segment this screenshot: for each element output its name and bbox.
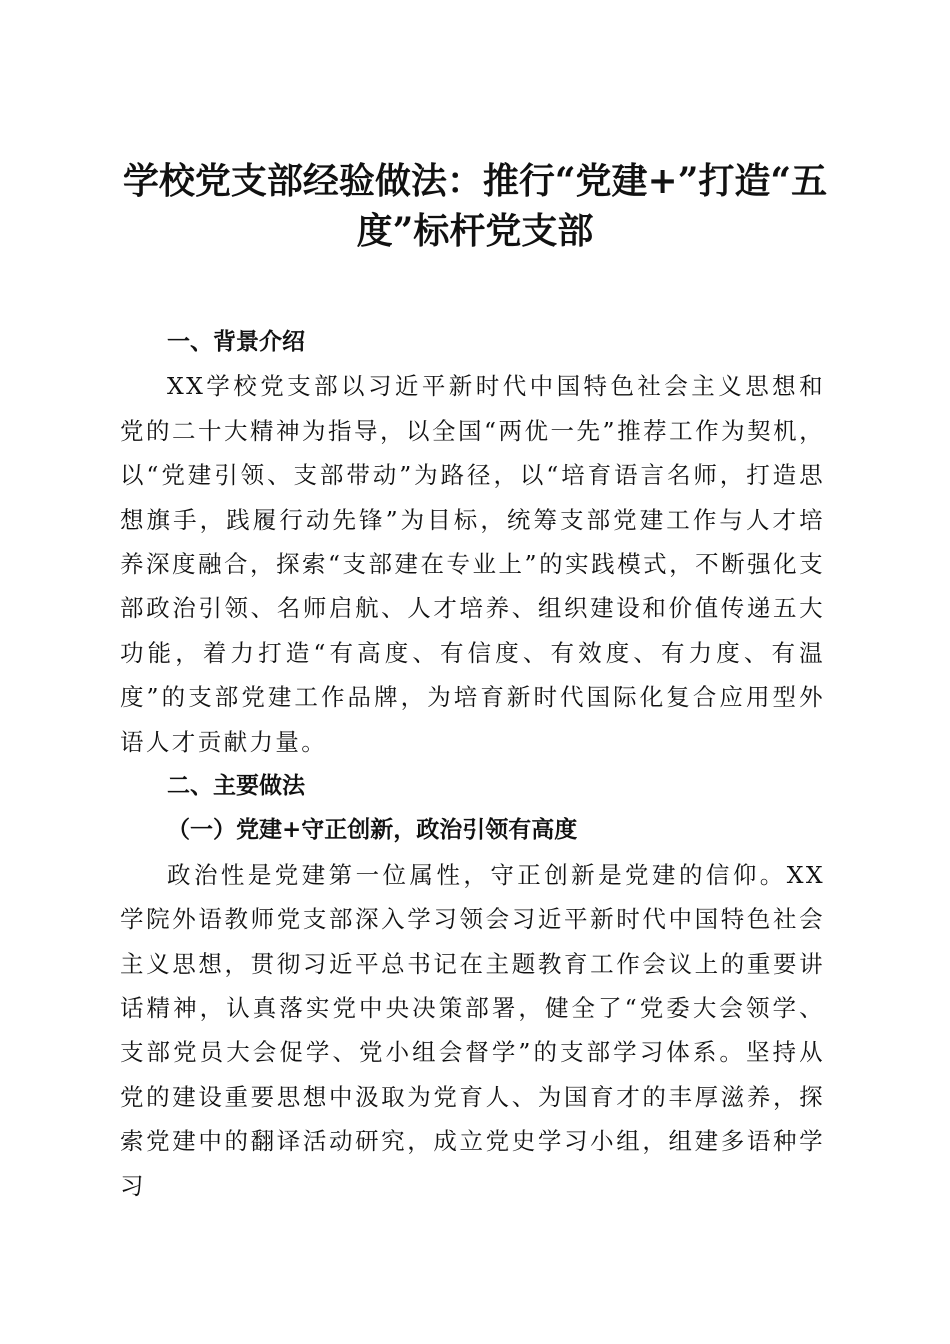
document-title: 学校党支部经验做法：推行“党建+”打造“五度”标杆党支部 xyxy=(122,160,828,252)
background-paragraph: XX学校党支部以习近平新时代中国特色社会主义思想和党的二十大精神为指导，以全国“两优一先”推荐工作为契机，以“党建引领、支部带动”为路径，以“培育语言名师，打造思想旗手，践履行动先锋”为目标，统筹支部党建工作与人才培养深度融合，探索“支部建在专业上”的实践模式，不断强化支部政治引领、名师启航、人才培养、组织建设和价值传递五大功能，着力打造“有高度、有信度、有效度、有力度、有温度”的支部党建工作品牌，为培育新时代国际化复合应用型外语人才贡献力量。 xyxy=(120,372,825,756)
political-leadership-paragraph: 政治性是党建第一位属性，守正创新是党建的信仰。XX学院外语教师党支部深入学习领会习近平新时代中国特色社会主义思想，贯彻习近平总书记在主题教育工作会议上的重要讲话精神，认真落实党中央决策部署，健全了“党委大会领学、支部党员大会促学、党小组会督学”的支部学习体系。坚持从党的建设重要思想中汲取为党育人、为国育才的丰厚滋养，探索党建中的翻译活动研究，成立党史学习小组，组建多语种学习 xyxy=(120,860,825,1200)
section-heading-background: 一、背景介绍 xyxy=(167,329,305,355)
section-heading-main-practices: 二、主要做法 xyxy=(167,773,305,800)
document-body xyxy=(120,320,825,1208)
subsection-heading-political-leadership: （一）党建+守正创新，政治引领有高度 xyxy=(167,816,578,844)
